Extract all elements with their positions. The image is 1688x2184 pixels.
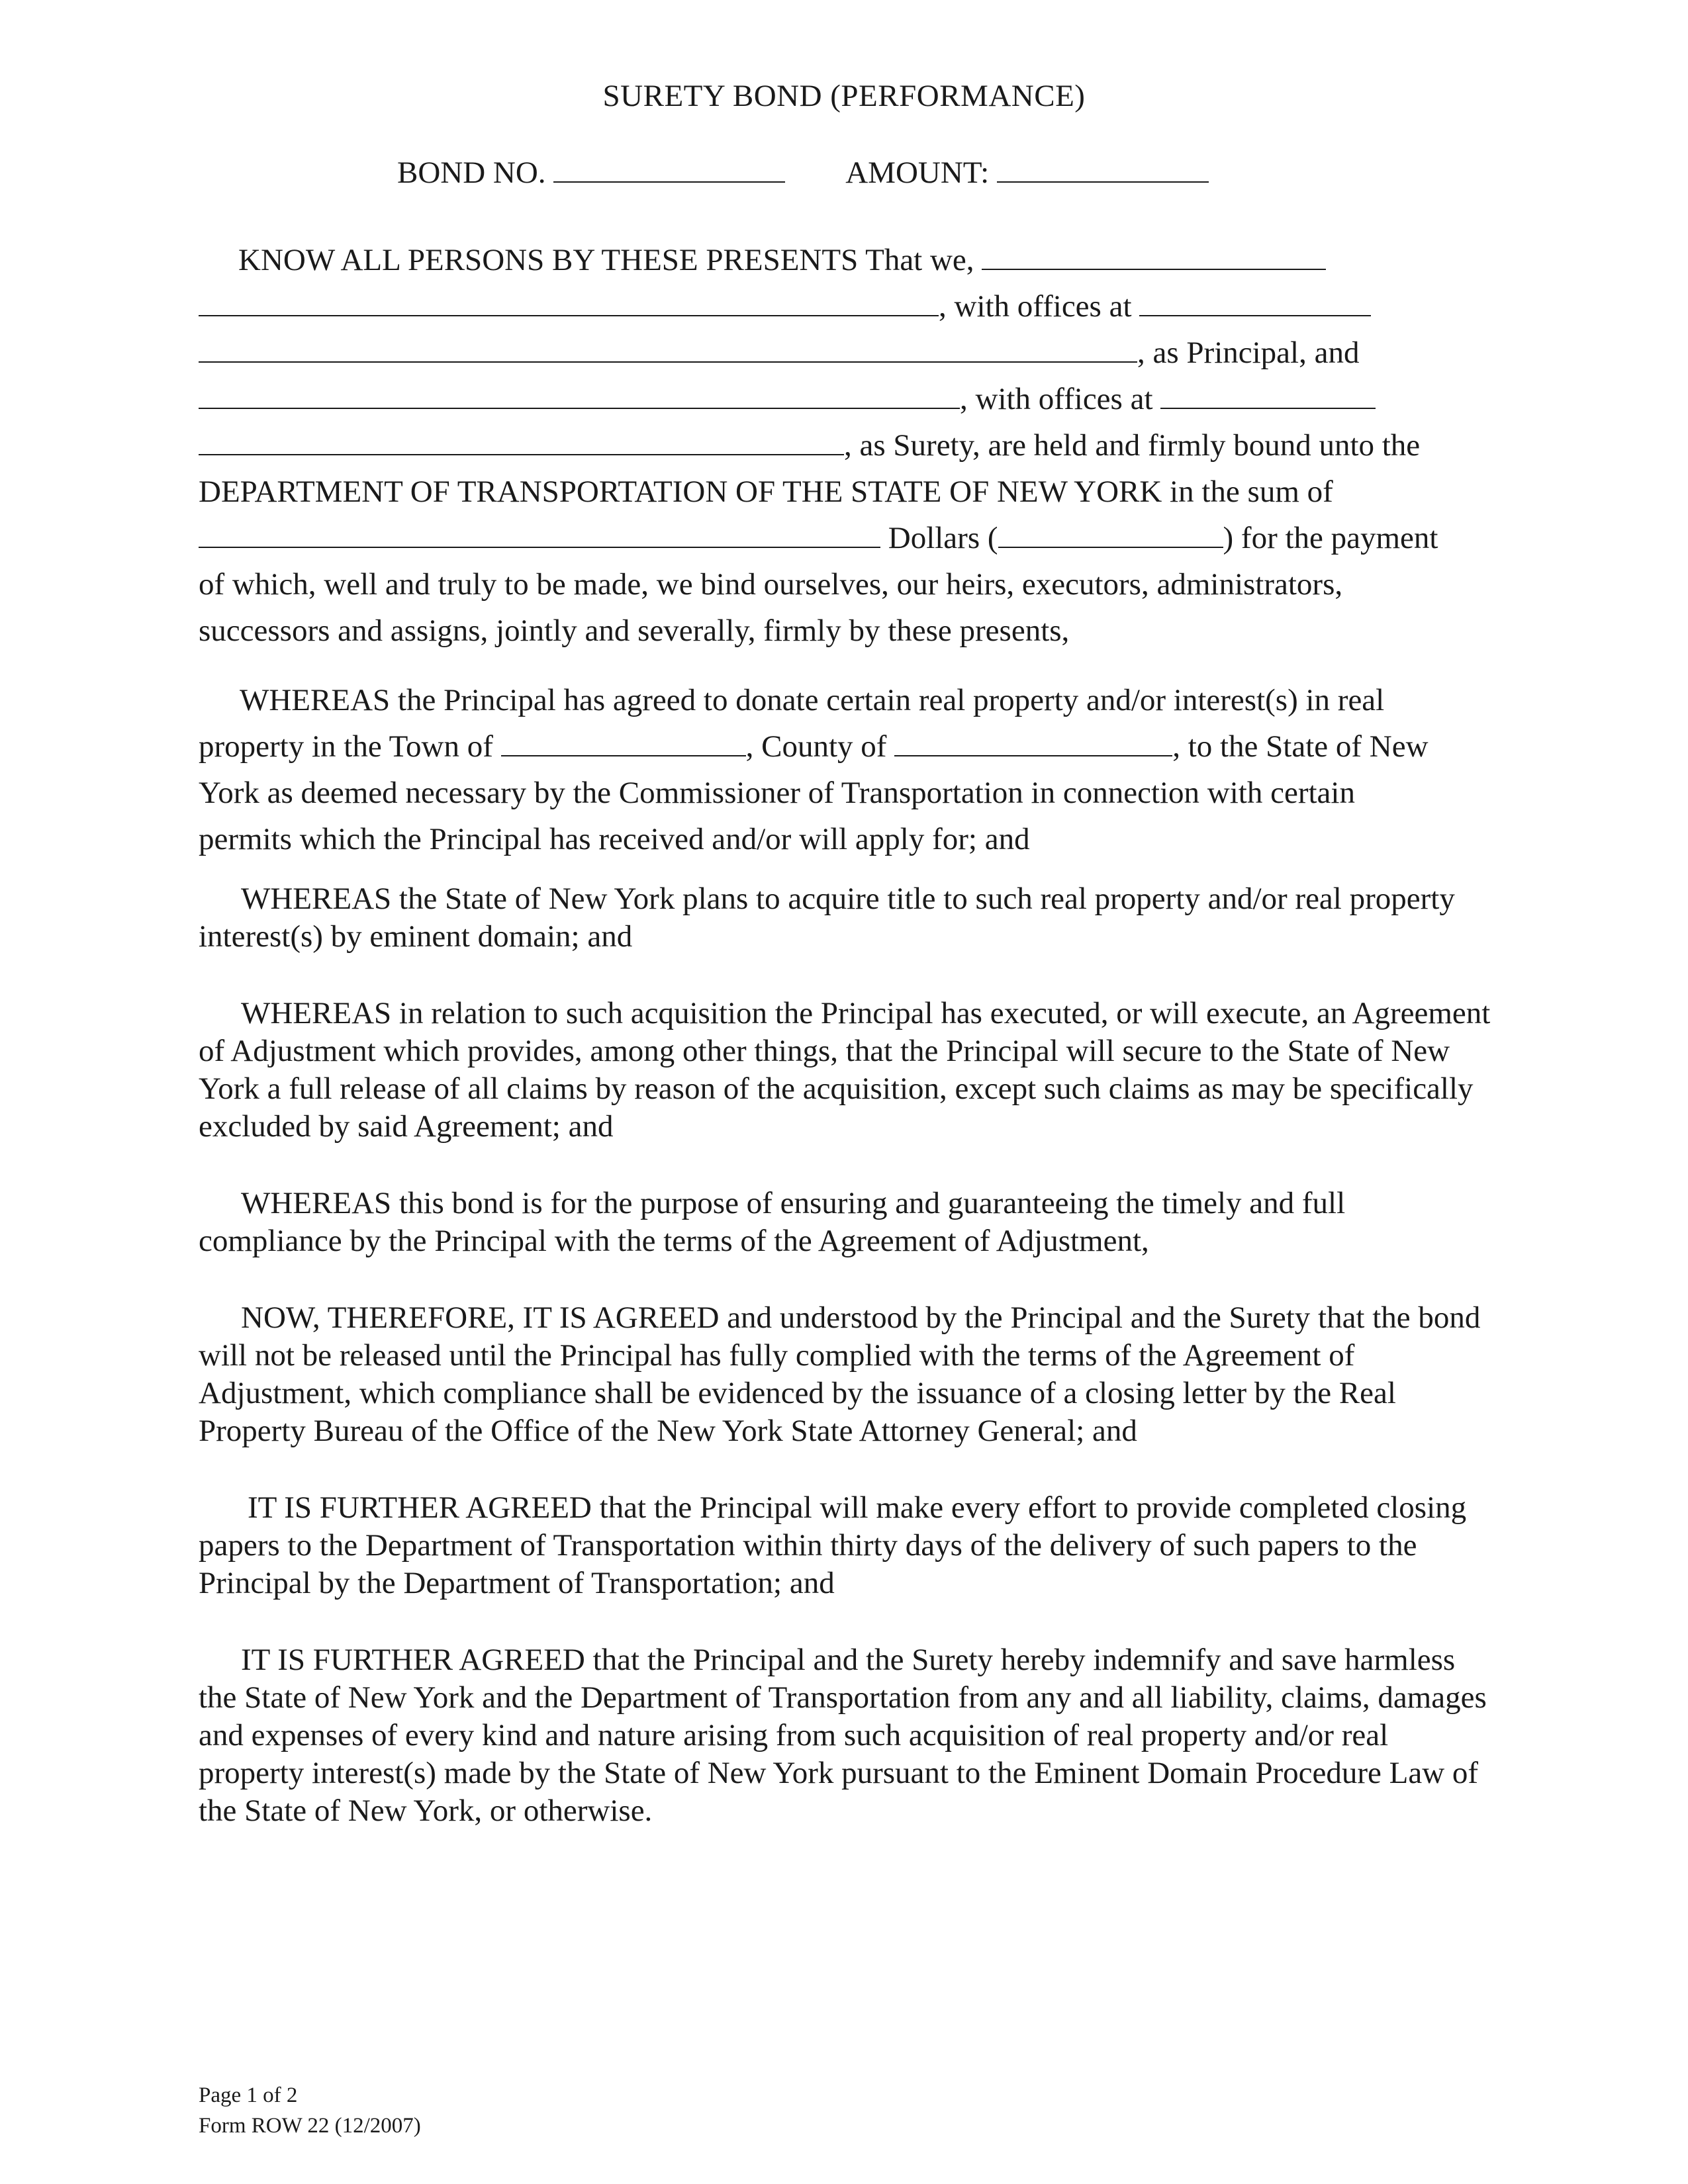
intro-line-4 — [199, 381, 1376, 418]
bond-no-field[interactable] — [553, 156, 785, 183]
whereas3-text: WHEREAS in relation to such acquisition the Principal has executed, or will execute, an Agreement of Adjustment which provides, among other things, that the Principal will secure to the State of New York a full release of all claims by reason of the acquisition, except such claims as may be specifically excluded by said Agreement; and — [199, 996, 1491, 1144]
principal-office-field[interactable] — [1139, 290, 1371, 316]
county-label: , County of — [745, 729, 887, 764]
bond-no-label: BOND NO. — [397, 156, 546, 190]
town-field[interactable] — [501, 730, 746, 756]
whereas4-paragraph — [199, 1185, 1496, 1260]
intro-text-5: , as Surety, are held and firmly bound unto the — [844, 428, 1421, 463]
now-therefore-text: NOW, THEREFORE, IT IS AGREED and understood by the Principal and the Surety that the bond will not be released until the Principal has fully complied with the terms of the Agreement of Adjustment, which compliance shall be evidenced by the issuance of a closing letter by the Real Property Bureau of the Office of the New York State Attorney General; and — [199, 1300, 1481, 1448]
further1-text: IT IS FURTHER AGREED that the Principal will make every effort to provide completed closing papers to the Department of Transportation within thirty days of the delivery of such papers to the Principal by the Department of Transportation; and — [199, 1490, 1467, 1600]
intro-line-9: successors and assigns, jointly and severally, firmly by these presents, — [199, 614, 1070, 648]
intro-text-3: , as Principal, and — [1137, 336, 1360, 370]
bond-header-line — [397, 155, 1209, 191]
whereas4-text: WHEREAS this bond is for the purpose of ensuring and guaranteeing the timely and full compliance by the Principal with the terms of the Agreement of Adjustment, — [199, 1186, 1346, 1258]
amount-field[interactable] — [997, 156, 1209, 183]
principal-name-field-2[interactable] — [199, 290, 939, 316]
surety-office-field[interactable] — [1160, 383, 1376, 409]
sum-words-field[interactable] — [199, 522, 880, 548]
intro-line-6: DEPARTMENT OF TRANSPORTATION OF THE STATE OF NEW YORK in the sum of — [199, 475, 1333, 509]
principal-office-field-2[interactable] — [199, 336, 1137, 363]
sum-figures-field[interactable] — [998, 522, 1223, 548]
county-field[interactable] — [894, 730, 1172, 756]
whereas1-text-2: , to the State of New — [1172, 729, 1429, 764]
intro-line-1 — [238, 242, 1326, 279]
whereas1-line-4: permits which the Principal has received and/or will apply for; and — [199, 822, 1030, 856]
intro-text-2: , with offices at — [939, 289, 1132, 324]
intro-text-4: , with offices at — [960, 382, 1153, 416]
whereas2-text: WHEREAS the State of New York plans to acquire title to such real property and/or real property interest(s) by eminent domain; and — [199, 882, 1455, 954]
intro-text-1: KNOW ALL PERSONS BY THESE PRESENTS That we, — [238, 243, 974, 277]
intro-line-5 — [199, 427, 1420, 464]
principal-name-field[interactable] — [982, 244, 1326, 270]
intro-line-2 — [199, 288, 1371, 325]
surety-name-field[interactable] — [199, 383, 960, 409]
intro-line-8: of which, well and truly to be made, we bind ourselves, our heirs, executors, administrators, — [199, 567, 1343, 602]
whereas1-line-1: WHEREAS the Principal has agreed to donate certain real property and/or interest(s) in real — [240, 683, 1385, 717]
further-agreed-paragraph-1 — [199, 1489, 1496, 1602]
further2-text: IT IS FURTHER AGREED that the Principal and the Surety hereby indemnify and save harmless the State of New York and the Department of Transportation from any and all liability, claims, damages and expenses of every kind and nature arising from such acquisition of real property and/or real property interest(s) made by the State of New York pursuant to the Eminent Domain Procedure Law of the State of New York, or otherwise. — [199, 1643, 1487, 1828]
amount-label: AMOUNT: — [845, 156, 990, 190]
intro-text-7: ) for the payment — [1223, 521, 1438, 555]
intro-line-3 — [199, 334, 1359, 371]
town-label: property in the Town of — [199, 729, 493, 764]
page-footer — [199, 2080, 421, 2141]
now-therefore-paragraph — [199, 1299, 1496, 1450]
dollars-label: Dollars ( — [888, 521, 998, 555]
intro-line-7 — [199, 520, 1438, 557]
form-id: Form ROW 22 (12/2007) — [199, 2114, 421, 2138]
whereas2-paragraph — [199, 880, 1496, 956]
further-agreed-paragraph-2 — [199, 1641, 1496, 1830]
whereas3-paragraph — [199, 995, 1496, 1146]
whereas1-line-3: York as deemed necessary by the Commissioner of Transportation in connection with certain — [199, 776, 1355, 810]
document-title: SURETY BOND (PERFORMANCE) — [602, 79, 1086, 113]
page-number: Page 1 of 2 — [199, 2083, 298, 2107]
whereas1-line-2 — [199, 728, 1429, 765]
surety-office-field-2[interactable] — [199, 429, 844, 455]
